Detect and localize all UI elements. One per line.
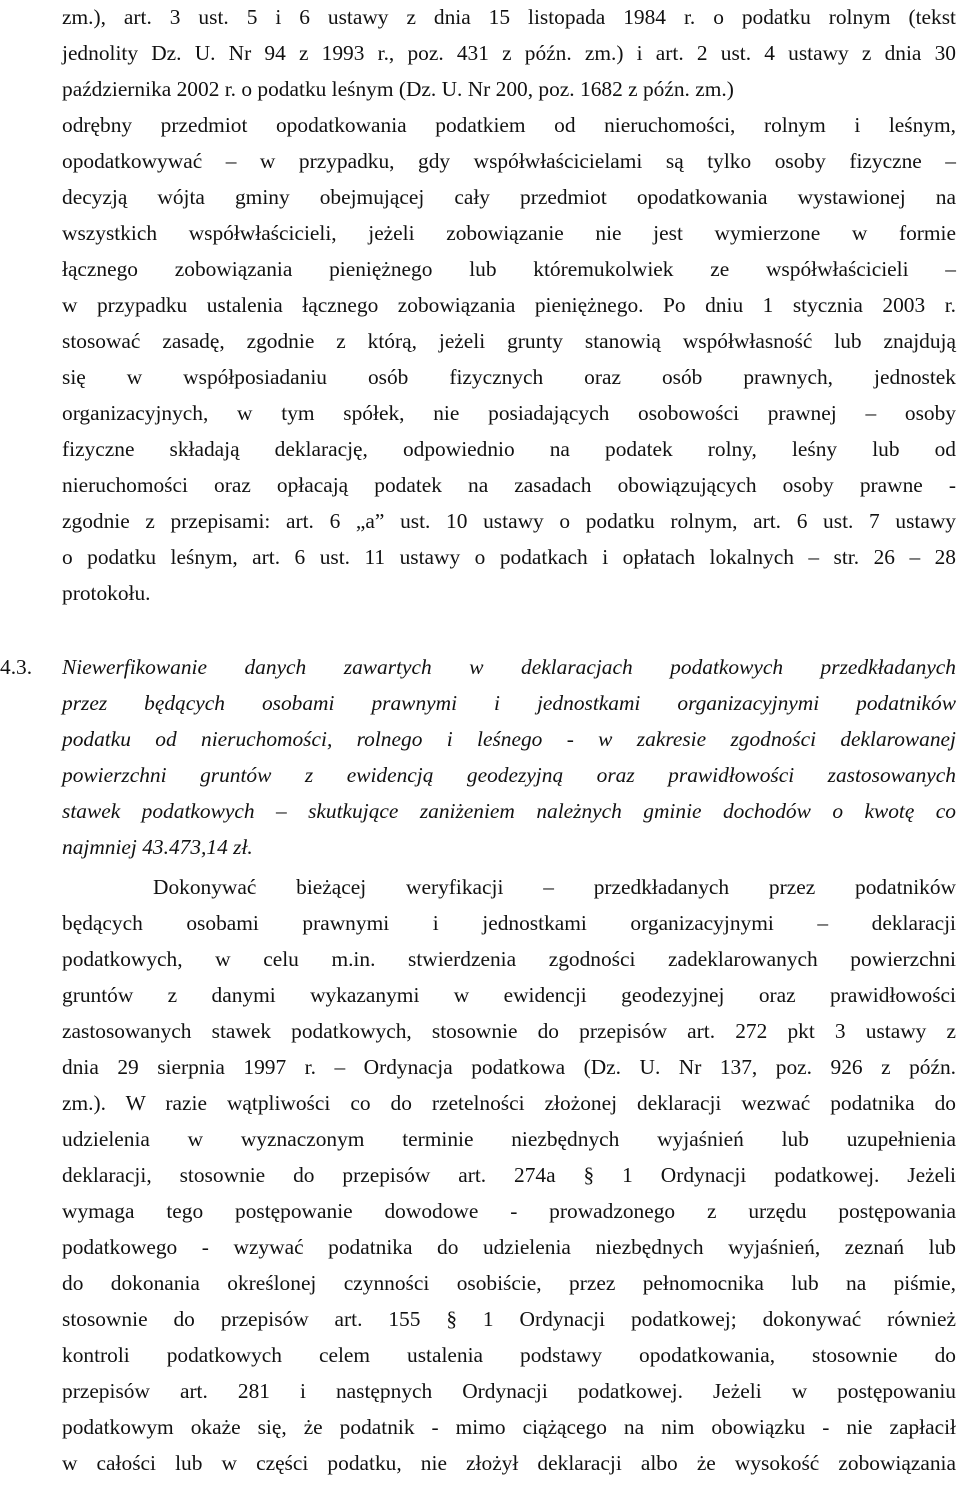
recommendation-line: podatkowych, w celu m.in. stwierdzenia zgodności zadeklarowanych powierzchni	[62, 947, 956, 971]
section-number: 4.3.	[0, 655, 33, 679]
finding-line: powierzchni gruntów z ewidencją geodezyjną oraz prawidłowości zastosowanych	[62, 763, 956, 787]
text-line: protokołu.	[62, 581, 151, 605]
text-line: decyzją wójta gminy obejmującej cały przedmiot opodatkowania wystawionej na	[62, 185, 956, 209]
recommendation-line: do dokonania określonej czynności osobiście, przez pełnomocnika lub na piśmie,	[62, 1271, 956, 1295]
finding-line: stawek podatkowych – skutkujące zaniżeniem należnych gminie dochodów o kwotę co	[62, 799, 956, 823]
finding-line: Niewerfikowanie danych zawartych w deklaracjach podatkowych przedkładanych	[62, 655, 956, 679]
text-line: organizacyjnych, w tym spółek, nie posiadających osobowości prawnej – osoby	[62, 401, 956, 425]
text-line: zgodnie z przepisami: art. 6 „a” ust. 10 ustawy o podatku rolnym, art. 6 ust. 7 ustawy	[62, 509, 956, 533]
text-line: o podatku leśnym, art. 6 ust. 11 ustawy o podatkach i opłatach lokalnych – str. 26 – 28	[62, 545, 956, 569]
text-line: zm.), art. 3 ust. 5 i 6 ustawy z dnia 15 listopada 1984 r. o podatku rolnym (tekst	[62, 5, 956, 29]
recommendation-line: udzielenia w wyznaczonym terminie niezbędnych wyjaśnień lub uzupełnienia	[62, 1127, 956, 1151]
recommendation-line: podatkowego - wzywać podatnika do udzielenia niezbędnych wyjaśnień, zeznań lub	[62, 1235, 956, 1259]
recommendation-line: przepisów art. 281 i następnych Ordynacji podatkowej. Jeżeli w postępowaniu	[62, 1379, 956, 1403]
recommendation-line: w całości lub w części podatku, nie złożył deklaracji albo że wysokość zobowiązania	[62, 1451, 956, 1475]
recommendation-line: podatkowym okaże się, że podatnik - mimo ciążącego na nim obowiązku - nie zapłacił	[62, 1415, 956, 1439]
recommendation-line: zm.). W razie wątpliwości co do rzetelności złożonej deklaracji wezwać podatnika do	[62, 1091, 956, 1115]
recommendation-line: stosownie do przepisów art. 155 § 1 Ordynacji podatkowej; dokonywać również	[62, 1307, 956, 1331]
text-line: nieruchomości oraz opłacają podatek na zasadach obowiązujących osoby prawne -	[62, 473, 956, 497]
recommendation-line: gruntów z danymi wykazanymi w ewidencji geodezyjnej oraz prawidłowości	[62, 983, 956, 1007]
recommendation-line: dnia 29 sierpnia 1997 r. – Ordynacja podatkowa (Dz. U. Nr 137, poz. 926 z późn.	[62, 1055, 956, 1079]
recommendation-line: deklaracji, stosownie do przepisów art. 274a § 1 Ordynacji podatkowej. Jeżeli	[62, 1163, 956, 1187]
text-line: października 2002 r. o podatku leśnym (Dz. U. Nr 200, poz. 1682 z późn. zm.)	[62, 77, 734, 101]
text-line: łącznego zobowiązania pieniężnego lub któremukolwiek ze współwłaścicieli –	[62, 257, 956, 281]
text-line: stosować zasadę, zgodnie z którą, jeżeli grunty stanowią współwłasność lub znajdują	[62, 329, 956, 353]
finding-line: przez będących osobami prawnymi i jednostkami organizacyjnymi podatników	[62, 691, 956, 715]
finding-line: najmniej 43.473,14 zł.	[62, 835, 253, 859]
recommendation-line: zastosowanych stawek podatkowych, stosownie do przepisów art. 272 pkt 3 ustawy z	[62, 1019, 956, 1043]
text-line: odrębny przedmiot opodatkowania podatkiem od nieruchomości, rolnym i leśnym,	[62, 113, 956, 137]
text-line: w przypadku ustalenia łącznego zobowiązania pieniężnego. Po dniu 1 stycznia 2003 r.	[62, 293, 956, 317]
text-line: wszystkich współwłaścicieli, jeżeli zobowiązanie nie jest wymierzone w formie	[62, 221, 956, 245]
recommendation-line: będących osobami prawnymi i jednostkami organizacyjnymi – deklaracji	[62, 911, 956, 935]
text-line: jednolity Dz. U. Nr 94 z 1993 r., poz. 431 z późn. zm.) i art. 2 ust. 4 ustawy z dnia 30	[62, 41, 956, 65]
finding-line: podatku od nieruchomości, rolnego i leśnego - w zakresie zgodności deklarowanej	[62, 727, 956, 751]
recommendation-line: Dokonywać bieżącej weryfikacji – przedkładanych przez podatników	[153, 875, 956, 899]
text-line: fizyczne składają deklarację, odpowiednio na podatek rolny, leśny lub od	[62, 437, 956, 461]
text-line: opodatkowywać – w przypadku, gdy współwłaścicielami są tylko osoby fizyczne –	[62, 149, 956, 173]
text-line: się w współposiadaniu osób fizycznych oraz osób prawnych, jednostek	[62, 365, 956, 389]
recommendation-line: kontroli podatkowych celem ustalenia podstawy opodatkowania, stosownie do	[62, 1343, 956, 1367]
recommendation-line: wymaga tego postępowanie dowodowe - prowadzonego z urzędu postępowania	[62, 1199, 956, 1223]
